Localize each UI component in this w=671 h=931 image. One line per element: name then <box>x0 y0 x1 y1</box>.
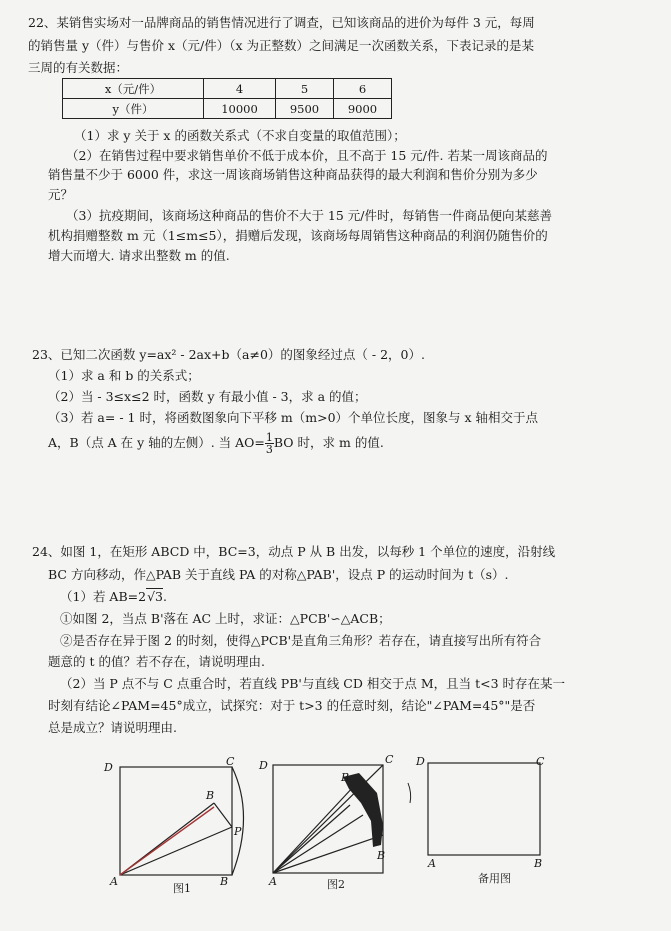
construction-line <box>273 805 350 873</box>
q24-sub1-post: . <box>163 589 167 604</box>
q22-item-3-end: 增大而增大. 请求出整数 m 的值. <box>48 248 230 263</box>
q22-data-table <box>62 78 392 119</box>
label-b-prime: B <box>341 771 350 784</box>
q24-line-1: 24、如图 1，在矩形 ABCD 中，BC=3，动点 P 从 B 出发，以每秒 1 个单位的速度，沿射线 <box>32 544 556 559</box>
label-a: A <box>269 875 277 888</box>
q24-line-2: BC 方向移动，作△PAB 关于直线 PA 的对称△PAB'，设点 P 的运动时间为 t（s）. <box>48 567 509 582</box>
figure-2 <box>255 753 405 888</box>
q22-item-3: （3）抗疫期间，该商场这种商品的售价不大于 15 元/件时，每销售一件商品便向某慈善 <box>66 208 553 223</box>
label-b: B <box>377 849 386 862</box>
q23-item-3: （3）若 a= - 1 时，将函数图象向下平移 m（m>0）个单位长度，图象与 x 轴相交于点 <box>48 410 539 425</box>
scribble-shading <box>343 773 383 847</box>
table-cell: 6 <box>333 79 391 99</box>
q22-line-1: 22、某销售实场对一品牌商品的销售情况进行了调查，已知该商品的进价为每件 3 元，每周 <box>28 15 535 30</box>
label-b: B <box>220 875 229 888</box>
q22-line-3: 三周的有关数据： <box>28 60 129 75</box>
q23-line-1: 23、已知二次函数 y=ax² - 2ax+b（a≠0）的图象经过点（ - 2，0）. <box>32 347 425 362</box>
diagonal-ac <box>273 765 386 873</box>
q24-sub-2-cont: 时刻有结论∠PAM=45°成立，试探究：对于 t>3 的任意时刻，结论"∠PAM=45°"是否 <box>48 698 536 713</box>
table-cell: 10000 <box>204 99 276 119</box>
q24-part-2-cont: 题意的 t 的值？若不存在，请说明理由. <box>48 654 265 669</box>
table-header-y: y（件） <box>63 99 204 119</box>
figure-1 <box>100 755 260 888</box>
table-cell: 9500 <box>276 99 334 119</box>
table-row <box>63 99 392 119</box>
table-cell: 5 <box>276 79 334 99</box>
rectangle-abcd <box>428 763 540 855</box>
sqrt-radicand: 3 <box>155 589 163 604</box>
label-a: A <box>428 857 436 870</box>
label-p: P <box>234 825 242 838</box>
figure-3-caption: 备用图 <box>478 872 511 885</box>
q22-item-2-end: 元？ <box>48 187 74 202</box>
label-b: B <box>534 857 543 870</box>
figure-1-caption: 图1 <box>173 882 191 895</box>
fraction <box>265 432 274 455</box>
construction-line <box>273 815 363 873</box>
q23-item-2: （2）当 - 3≤x≤2 时，函数 y 有最小值 - 3，求 a 的值； <box>48 389 367 404</box>
fraction-numerator: 1 <box>265 431 273 444</box>
table-header-x: x（元/件） <box>63 79 204 99</box>
q23-item-1: （1）求 a 和 b 的关系式； <box>48 368 200 383</box>
q22-item-1: （1）求 y 关于 x 的函数关系式（不求自变量的取值范围）； <box>74 128 406 143</box>
q23-text-post: BO 时，求 m 的值. <box>273 435 384 450</box>
q22-item-2: （2）在销售过程中要求销售单价不低于成本价，且不高于 15 元/件. 若某一周该商品的 <box>66 148 548 163</box>
q22-line-2: 的销售量 y（件）与售价 x（元/件）（x 为正整数）之间满足一次函数关系，下表记录的是某 <box>28 38 535 53</box>
segment-b-prime-p <box>214 803 232 827</box>
q24-sub-2-end: 总是成立？请说明理由. <box>48 720 177 735</box>
q24-sub-2: （2）当 P 点不与 C 点重合时，若直线 PB'与直线 CD 相交于点 M，且当 t<3 时存在某一 <box>60 676 566 691</box>
figure-3 <box>400 755 560 875</box>
label-d: D <box>104 761 113 774</box>
segment-a-bprime <box>273 785 355 873</box>
q24-part-2: ②是否存在异于图 2 的时刻，使得△PCB'是直角三角形？若存在，请直接写出所有符合 <box>60 633 542 648</box>
label-c: C <box>536 755 545 768</box>
q24-sub-1 <box>60 588 167 605</box>
q22-item-2-cont: 销售量不少于 6000 件，求这一周该商场销售这种商品获得的最大利润和售价分别为多少 <box>48 167 538 182</box>
rectangle-abcd <box>120 767 232 875</box>
q23-item-3-cont <box>48 432 384 455</box>
table-cell: 4 <box>204 79 276 99</box>
q22-item-3-cont: 机构捐赠整数 m 元（1≤m≤5），捐赠后发现，该商场每周销售这种商品的利润仍随售价的 <box>48 228 548 243</box>
fraction-denominator: 3 <box>265 443 273 456</box>
label-d: D <box>416 755 425 768</box>
label-c: C <box>226 755 235 768</box>
label-b-prime: B <box>206 789 215 802</box>
figure-2-caption: 图2 <box>327 878 345 891</box>
label-a: A <box>110 875 118 888</box>
arc <box>232 767 244 875</box>
label-d: D <box>259 759 268 772</box>
q23-text-pre: A，B（点 A 在 y 轴的左侧）. 当 AO= <box>48 435 265 450</box>
q24-sub1-pre: （1）若 AB=2 <box>60 589 147 604</box>
table-row <box>63 79 392 99</box>
sqrt-symbol: √3 <box>147 589 163 604</box>
q24-part-1: ①如图 2，当点 B'落在 AC 上时，求证：△PCB'∽△ACB； <box>60 611 391 626</box>
table-cell: 9000 <box>333 99 391 119</box>
pen-mark <box>408 783 411 803</box>
label-c: C <box>385 753 394 766</box>
segment-ap <box>273 835 386 873</box>
